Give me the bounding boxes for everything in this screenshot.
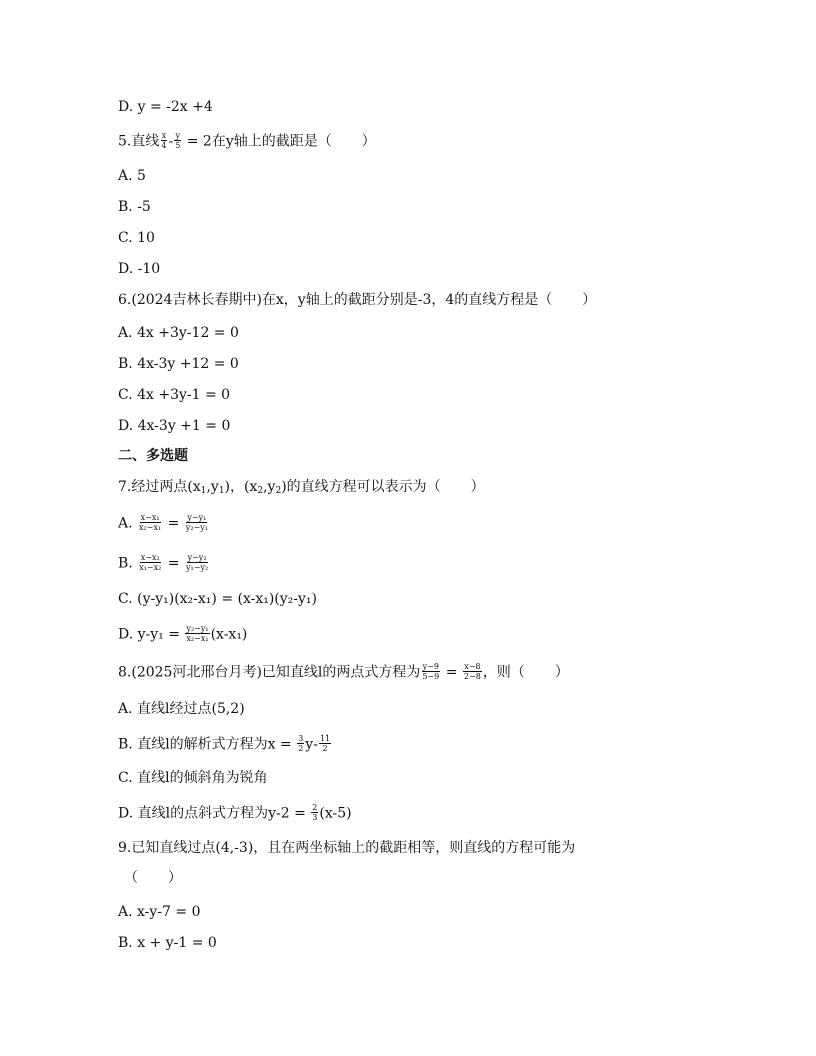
q8b-mid: y-	[305, 736, 318, 753]
q5-fraction-1	[160, 131, 167, 150]
question-6-option-c: C. 4x +3y-1 = 0	[118, 387, 231, 403]
question-8-option-c: C. 直线l的倾斜角为锐角	[118, 770, 268, 786]
q8b-fraction-1	[297, 734, 304, 753]
question-9-option-b: B. x + y-1 = 0	[118, 935, 217, 951]
question-5-option-c: C. 10	[118, 230, 155, 246]
q8d-pre: D. 直线l的点斜式方程为y-2 =	[118, 805, 306, 822]
question-9-answer-blank	[124, 869, 182, 887]
q8-f1-num: y−9	[422, 662, 439, 671]
q7a-label: A.	[118, 515, 133, 532]
q7-stem-c: )，(x	[224, 479, 258, 495]
q7-stem-a: 7.经过两点(x	[118, 479, 201, 495]
q7-stem-b: ,y	[206, 479, 219, 495]
q7a-fraction-2	[185, 513, 209, 532]
question-6-stem	[118, 291, 596, 309]
q8b-pre: B. 直线l的解析式方程为x =	[118, 736, 292, 753]
q8d-f-den: 3	[312, 813, 318, 822]
q7a-fraction-1	[138, 513, 162, 532]
q7d-post: (x-x₁)	[210, 626, 248, 643]
q7b-f2-num: y−y₂	[187, 553, 207, 562]
q8-fraction-2	[463, 662, 482, 681]
q7d-f-den: x₂−x₁	[186, 634, 209, 643]
q8d-post: (x-5)	[319, 805, 352, 822]
question-7-option-c: C. (y-y₁)(x₂-x₁) = (x-x₁)(y₂-y₁)	[118, 591, 318, 607]
q5-f2-num: y	[175, 131, 180, 140]
q8b-f1-den: 2	[298, 744, 304, 753]
q8-close-paren: ）	[554, 664, 569, 681]
q5-f1-den: 4	[161, 141, 167, 150]
question-8-option-b	[118, 735, 332, 754]
q7a-eq: =	[167, 515, 180, 532]
q8b-f2-num: 11	[319, 734, 331, 743]
q8-eq: =	[445, 664, 458, 681]
q7-close-paren: ）	[470, 479, 485, 495]
q7d-f-num: y₂−y₁	[186, 624, 209, 633]
question-7-option-a	[118, 514, 210, 533]
q7-stem-e: )的直线方程可以表示为（	[281, 479, 441, 495]
q8d-fraction	[311, 803, 318, 822]
q7b-fraction-2	[185, 553, 209, 572]
q7b-fraction-1	[138, 553, 162, 572]
question-5-option-d: D. -10	[118, 261, 161, 277]
q7d-pre: D. y-y₁ =	[118, 626, 180, 643]
q7-sub-4: 2	[275, 486, 282, 496]
question-7-stem	[118, 478, 485, 496]
q8-f2-num: x−8	[464, 662, 481, 671]
q7b-label: B.	[118, 555, 133, 572]
q7b-eq: =	[167, 555, 180, 572]
question-8-stem	[118, 663, 569, 682]
question-9-stem: 9.已知直线过点(4,-3)，且在两坐标轴上的截距相等，则直线的方程可能为	[118, 840, 576, 856]
q7a-f1-num: x−x₁	[140, 513, 160, 522]
q7d-fraction	[185, 624, 209, 643]
q5-minus: -	[168, 133, 174, 150]
q5-close-paren: ）	[361, 133, 376, 150]
q8-fraction-1	[421, 662, 440, 681]
question-6-option-d: D. 4x-3y +1 = 0	[118, 418, 231, 434]
q8b-fraction-2	[319, 734, 331, 753]
q8-f2-den: 2−8	[463, 672, 481, 681]
question-6-option-b: B. 4x-3y +12 = 0	[118, 356, 239, 372]
q7a-f2-den: y₂−y₁	[185, 523, 208, 532]
q8b-f2-den: 2	[322, 744, 328, 753]
q7b-f1-num: x−x₂	[140, 553, 160, 562]
q7-sub-1: 1	[200, 486, 207, 496]
question-6-option-a: A. 4x +3y-12 = 0	[118, 325, 239, 341]
question-4-option-d: D. y = -2x +4	[118, 99, 213, 115]
q7-sub-3: 2	[257, 486, 264, 496]
q8-f1-den: 5−9	[422, 672, 440, 681]
question-8-option-a: A. 直线l经过点(5,2)	[118, 701, 245, 717]
question-7-option-d	[118, 625, 247, 644]
q8-stem-pre: 8.(2025河北邢台月考)已知直线l的两点式方程为	[118, 664, 421, 681]
section-title-multiple-choice: 二、多选题	[118, 448, 188, 464]
q5-suffix: = 2在y轴上的截距是（	[182, 133, 332, 150]
q8-stem-post: ，则（	[482, 664, 525, 681]
q9-open-paren: （	[124, 870, 138, 886]
q5-fraction-2	[174, 131, 181, 150]
q7a-f2-num: y−y₁	[187, 513, 207, 522]
question-7-option-b	[118, 554, 210, 573]
q8b-f1-num: 3	[298, 734, 304, 743]
q5-f1-num: x	[161, 131, 167, 140]
q8d-f-num: 2	[312, 803, 318, 812]
q7b-f1-den: x₁−x₂	[139, 563, 162, 572]
q9-close-paren: ）	[168, 870, 182, 886]
question-5-option-b: B. -5	[118, 199, 151, 215]
question-9-option-a: A. x-y-7 = 0	[118, 904, 201, 920]
q6-close-paren: ）	[582, 292, 597, 308]
q5-f2-den: 5	[175, 141, 181, 150]
question-5-option-a: A. 5	[118, 168, 146, 184]
q5-prefix: 5.直线	[118, 133, 160, 150]
q7b-f2-den: y₁−y₂	[185, 563, 209, 572]
q7-sub-2: 1	[218, 486, 225, 496]
q7a-f1-den: x₂−x₁	[139, 523, 162, 532]
question-5-stem	[118, 132, 376, 151]
q7-stem-d: ,y	[263, 479, 276, 495]
question-8-option-d	[118, 804, 352, 823]
q6-stem-text: 6.(2024吉林长春期中)在x，y轴上的截距分别是-3，4的直线方程是（	[118, 292, 553, 308]
